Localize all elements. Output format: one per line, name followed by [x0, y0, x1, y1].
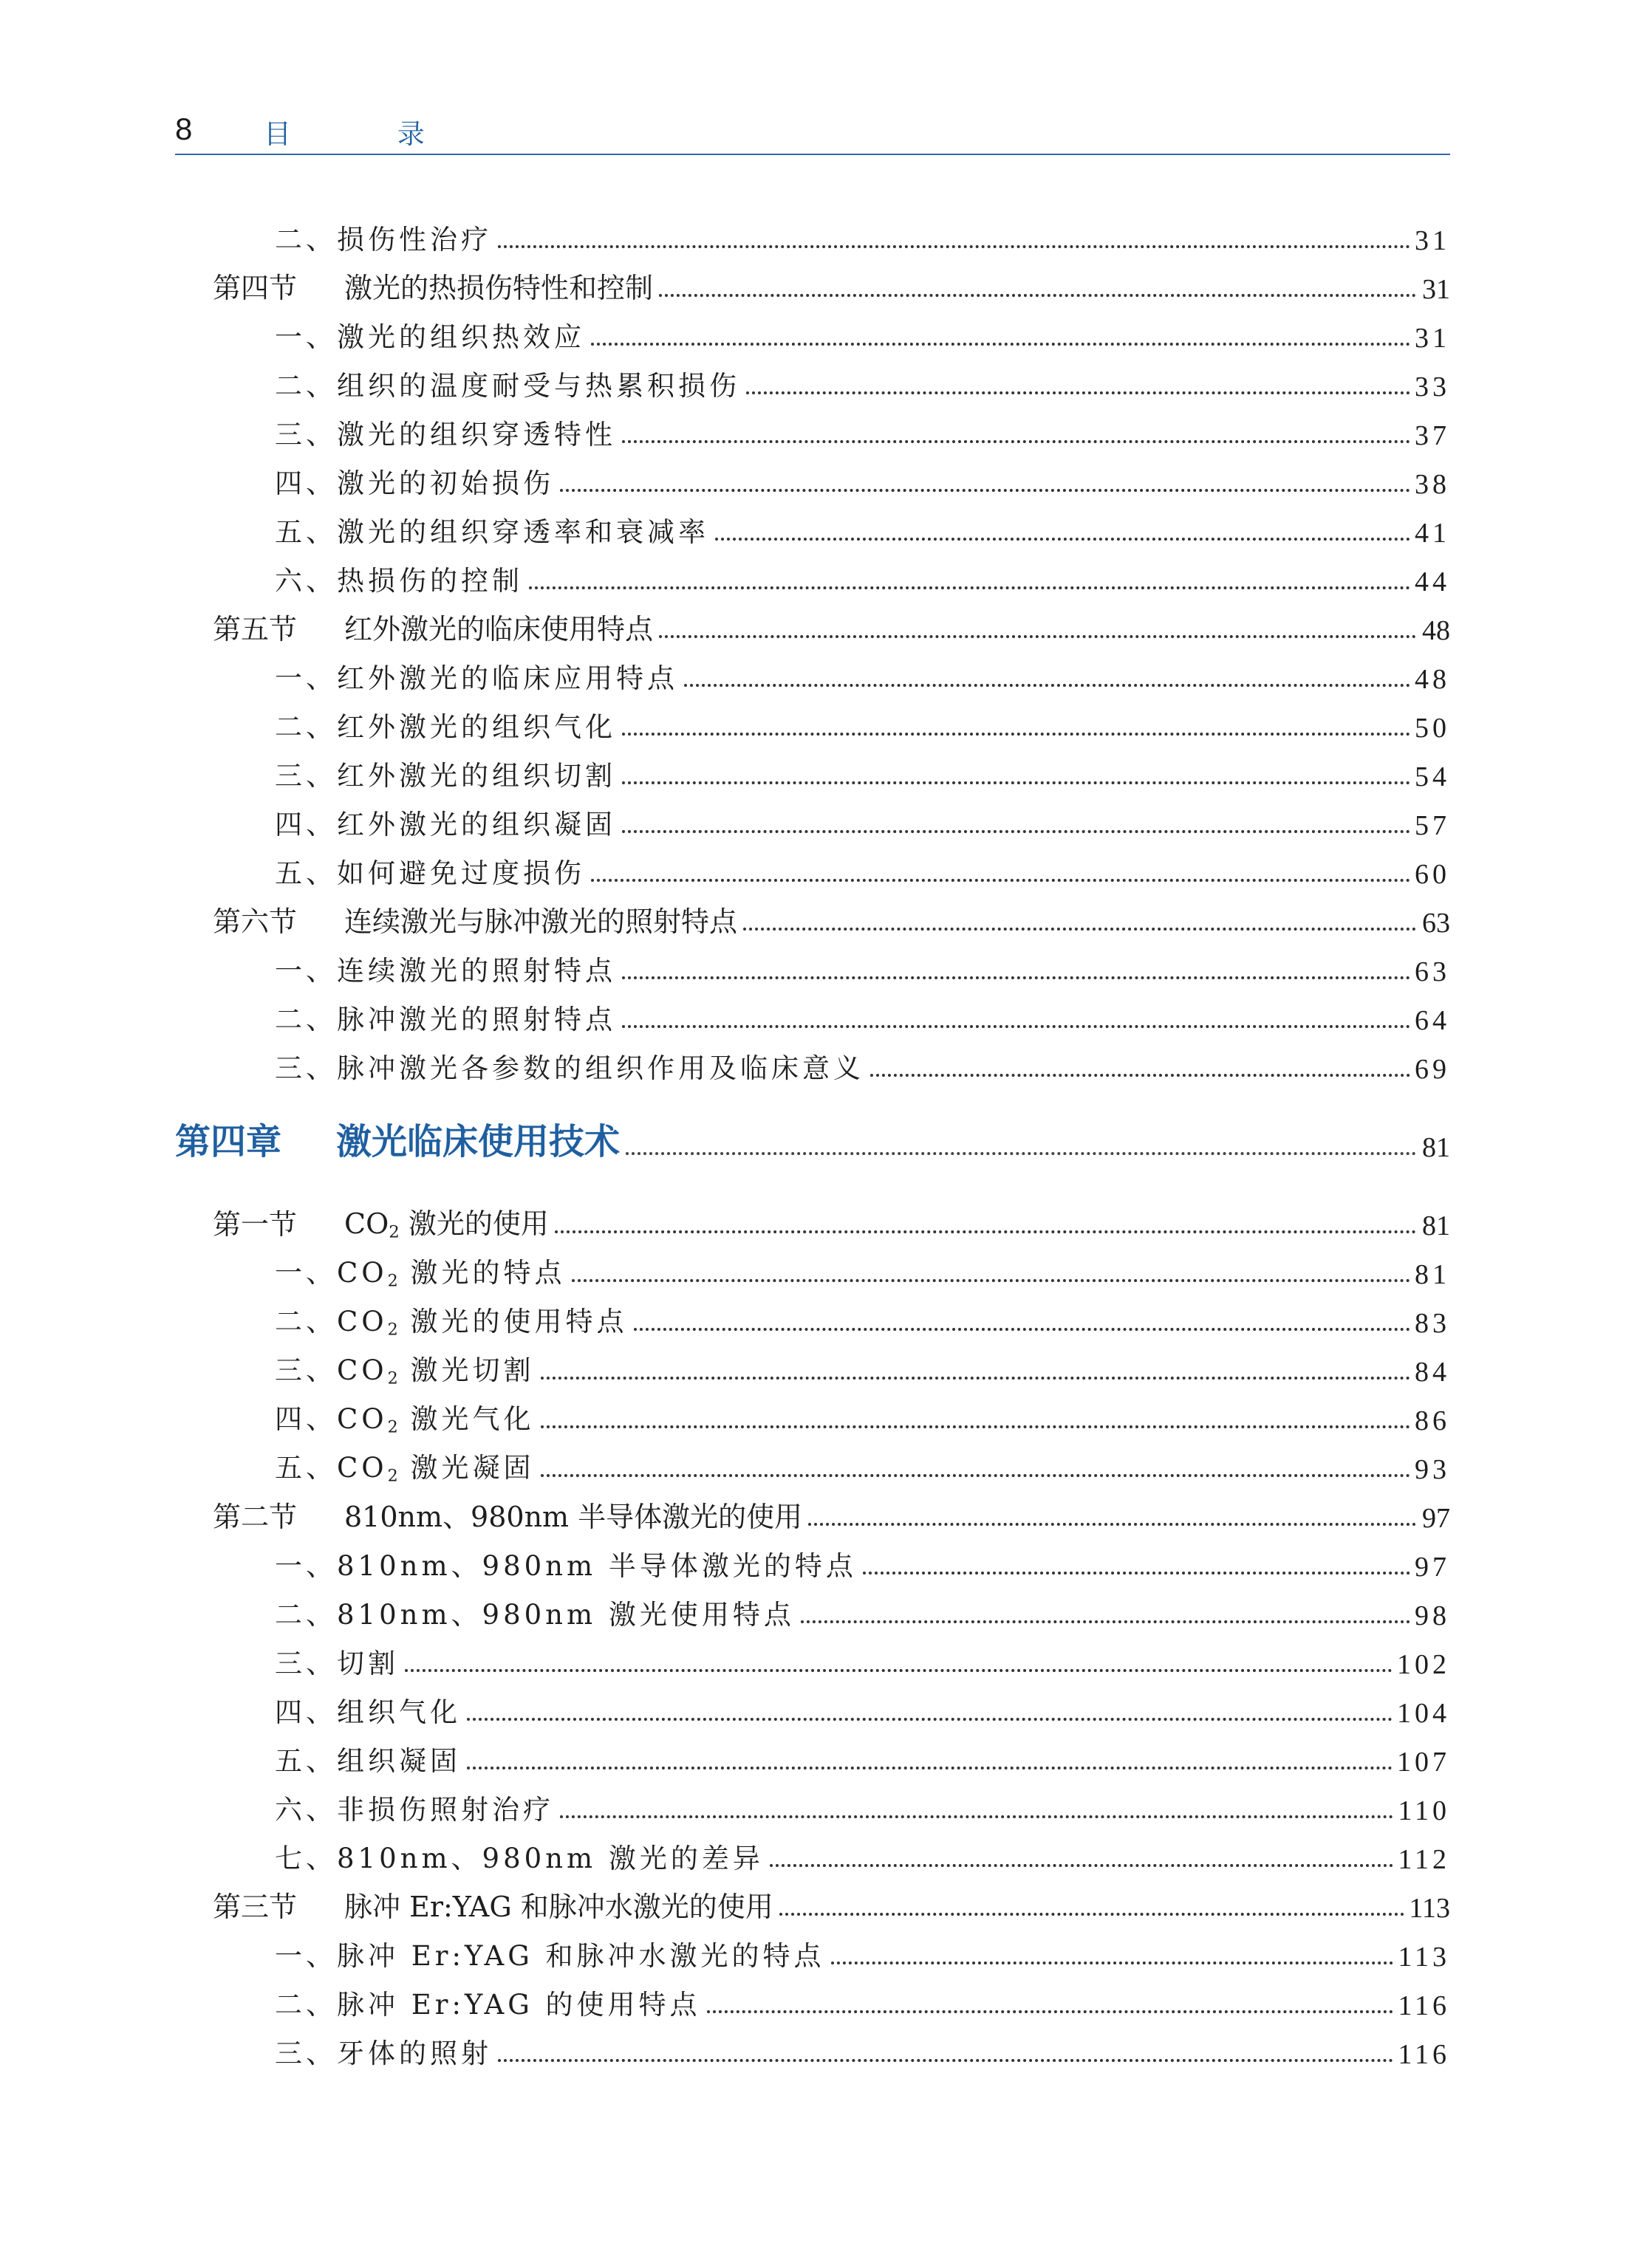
section-number: 第五节	[213, 613, 298, 645]
toc-title: 一、脉冲 Er:YAG 和脉冲水激光的特点	[275, 1940, 825, 1972]
dot-leader	[622, 733, 1410, 736]
toc-section[interactable]	[213, 603, 1450, 647]
toc-title: 三、$CO_2$ 激光切割	[275, 1354, 535, 1388]
toc-page-number: 116	[1398, 2039, 1450, 2070]
toc-item[interactable]	[275, 651, 1450, 696]
toc-title: 二、损伤性治疗	[275, 224, 492, 256]
toc-page-number: 98	[1415, 1600, 1450, 1631]
toc-title: 五、组织凝固	[275, 1745, 461, 1777]
dot-leader	[572, 1279, 1410, 1282]
toc-page-number: 97	[1422, 1503, 1450, 1534]
toc-title: 连续激光与脉冲激光的照射特点	[344, 905, 738, 938]
toc-page-number: 116	[1398, 1990, 1450, 2021]
dot-leader	[626, 1152, 1416, 1155]
toc-title: 一、红外激光的临床应用特点	[275, 662, 678, 694]
toc-title: 五、激光的组织穿透率和衰减率	[275, 516, 709, 548]
section-number: 第一节	[213, 1208, 298, 1241]
toc-item[interactable]	[275, 2027, 1450, 2071]
toc-title: $CO_2$ 激光的使用	[344, 1207, 549, 1242]
toc-page-number: 31	[1422, 274, 1450, 305]
toc-item[interactable]	[275, 1929, 1450, 1973]
toc-title: 二、810nm、980nm 激光使用特点	[275, 1599, 795, 1631]
toc-title: 脉冲 Er:YAG 和脉冲水激光的使用	[344, 1891, 773, 1923]
toc-page-number: 33	[1415, 371, 1450, 402]
toc-title: 二、脉冲 Er:YAG 的使用特点	[275, 1989, 701, 2021]
toc-title: 七、810nm、980nm 激光的差异	[275, 1843, 764, 1874]
toc-page-number: 83	[1415, 1308, 1450, 1339]
toc-title: 激光临床使用技术	[336, 1121, 621, 1162]
toc-page-number: 64	[1415, 1005, 1450, 1036]
dot-leader	[622, 830, 1410, 833]
toc-title: 四、组织气化	[275, 1696, 461, 1728]
toc-title: 三、激光的组织穿透特性	[275, 419, 616, 450]
toc-item[interactable]	[275, 1637, 1450, 1681]
dot-leader	[555, 1230, 1416, 1233]
toc-page-number: 38	[1415, 469, 1450, 500]
toc-section[interactable]	[213, 1880, 1450, 1925]
toc-page-number: 48	[1415, 664, 1450, 695]
toc-title: 二、红外激光的组织气化	[275, 711, 616, 743]
page-title: 目 录	[264, 118, 474, 150]
toc-page-number: 113	[1398, 1942, 1450, 1973]
toc-item[interactable]	[275, 1588, 1450, 1632]
toc-page-number: 63	[1422, 908, 1450, 939]
toc-page-number: 54	[1415, 761, 1450, 792]
toc-item[interactable]	[275, 1832, 1450, 1876]
toc-title: 五、$CO_2$ 激光凝固	[275, 1452, 535, 1486]
toc-chapter[interactable]	[175, 1120, 1450, 1164]
toc-page-number: 63	[1415, 956, 1450, 987]
toc-section[interactable]	[213, 261, 1450, 306]
toc-page-number: 37	[1415, 420, 1450, 451]
toc-item[interactable]	[275, 1539, 1450, 1583]
dot-leader	[591, 343, 1410, 346]
toc-title: 一、连续激光的照射特点	[275, 955, 616, 987]
section-number: 第二节	[213, 1501, 298, 1533]
section-number: 第四节	[213, 272, 298, 304]
dot-leader	[467, 1767, 1393, 1769]
toc-item[interactable]	[275, 554, 1450, 598]
toc-page-number: 97	[1415, 1552, 1450, 1583]
dot-leader	[870, 1074, 1410, 1077]
toc-page-number: 112	[1398, 1844, 1450, 1875]
toc-page-number: 50	[1415, 713, 1450, 744]
toc-section[interactable]	[213, 1490, 1450, 1535]
dot-leader	[622, 440, 1410, 443]
dot-leader	[863, 1572, 1410, 1575]
dot-leader	[498, 245, 1410, 248]
toc-item[interactable]	[275, 798, 1450, 842]
toc-title: 五、如何避免过度损伤	[275, 857, 585, 889]
toc-title: 四、红外激光的组织凝固	[275, 809, 616, 840]
toc-title: 一、810nm、980nm 半导体激光的特点	[275, 1550, 857, 1582]
dot-leader	[560, 489, 1410, 492]
toc-item[interactable]	[275, 213, 1450, 257]
toc-page-number: 84	[1415, 1357, 1450, 1388]
section-number: 第三节	[213, 1891, 298, 1923]
toc-page-number: 110	[1398, 1795, 1450, 1826]
toc-item[interactable]	[275, 456, 1450, 501]
toc-section[interactable]	[213, 895, 1450, 939]
dot-leader	[541, 1377, 1410, 1380]
dot-leader	[659, 635, 1416, 638]
dot-leader	[770, 1864, 1394, 1867]
dot-leader	[779, 1913, 1405, 1916]
toc-item[interactable]	[275, 944, 1450, 988]
toc-item[interactable]	[275, 359, 1450, 403]
chapter-number: 第四章	[175, 1121, 282, 1162]
dot-leader	[529, 586, 1410, 589]
toc-page-number: 69	[1415, 1054, 1450, 1085]
dot-leader	[467, 1718, 1393, 1721]
toc-page-number: 60	[1415, 859, 1450, 890]
toc-item[interactable]	[275, 1442, 1450, 1486]
toc-title: 四、$CO_2$ 激光气化	[275, 1403, 535, 1437]
toc-item[interactable]	[275, 846, 1450, 891]
toc-item[interactable]	[275, 749, 1450, 793]
toc-page-number: 113	[1409, 1893, 1450, 1924]
toc-title: 四、激光的初始损伤	[275, 467, 554, 499]
toc-item[interactable]	[275, 1247, 1450, 1291]
toc-page-number: 107	[1397, 1747, 1450, 1778]
dot-leader	[808, 1523, 1416, 1526]
toc-title: 一、激光的组织热效应	[275, 321, 585, 353]
toc-item[interactable]	[275, 408, 1450, 452]
toc-page-number: 86	[1415, 1405, 1450, 1436]
toc-title: 红外激光的临床使用特点	[344, 613, 654, 645]
toc-title: 激光的热损伤特性和控制	[344, 272, 654, 304]
toc-title: 三、切割	[275, 1648, 399, 1679]
toc-item[interactable]	[275, 700, 1450, 744]
toc-title: 一、$CO_2$ 激光的特点	[275, 1257, 566, 1291]
toc-item[interactable]	[275, 1041, 1450, 1086]
toc-item[interactable]	[275, 1295, 1450, 1340]
dot-leader	[622, 976, 1410, 979]
dot-leader	[622, 1025, 1410, 1028]
dot-leader	[560, 1815, 1393, 1818]
toc-page-number: 44	[1415, 566, 1450, 597]
dot-leader	[715, 538, 1410, 541]
dot-leader	[634, 1328, 1410, 1331]
toc-item[interactable]	[275, 1734, 1450, 1778]
toc-page-number: 93	[1415, 1454, 1450, 1485]
toc-title: 六、热损伤的控制	[275, 565, 523, 597]
dot-leader	[541, 1474, 1410, 1477]
dot-leader	[746, 391, 1410, 394]
toc-title: 二、组织的温度耐受与热累积损伤	[275, 370, 740, 402]
toc-page-number: 31	[1415, 323, 1450, 354]
toc-page-number: 104	[1397, 1698, 1450, 1729]
toc-title: 二、$CO_2$ 激光的使用特点	[275, 1306, 628, 1340]
toc-item[interactable]	[275, 310, 1450, 354]
toc-item[interactable]	[275, 1685, 1450, 1730]
dot-leader	[684, 684, 1410, 687]
toc-page-number: 81	[1422, 1210, 1450, 1241]
dot-leader	[541, 1425, 1410, 1428]
toc-page-number: 102	[1397, 1649, 1450, 1680]
dot-leader	[498, 2059, 1393, 2062]
toc-title: 六、非损伤照射治疗	[275, 1794, 554, 1826]
dot-leader	[707, 2010, 1394, 2013]
toc-title: 810nm、980nm 半导体激光的使用	[344, 1501, 803, 1533]
toc-item[interactable]	[275, 1783, 1450, 1827]
toc-page-number: 81	[1422, 1132, 1450, 1163]
page-number: 8	[175, 112, 193, 146]
toc-item[interactable]	[275, 1393, 1450, 1437]
toc-page-number: 48	[1422, 615, 1450, 646]
toc-title: 三、红外激光的组织切割	[275, 760, 616, 792]
toc-title: 二、脉冲激光的照射特点	[275, 1004, 616, 1035]
dot-leader	[405, 1669, 1393, 1672]
toc-item[interactable]	[275, 1344, 1450, 1388]
toc-item[interactable]	[275, 505, 1450, 549]
toc-title: 三、脉冲激光各参数的组织作用及临床意义	[275, 1052, 864, 1084]
section-number: 第六节	[213, 905, 298, 938]
dot-leader	[743, 928, 1416, 931]
dot-leader	[622, 781, 1410, 784]
toc-page-number: 41	[1415, 518, 1450, 549]
toc-page-number: 31	[1415, 225, 1450, 256]
dot-leader	[801, 1620, 1410, 1623]
toc-page-number: 81	[1415, 1259, 1450, 1290]
dot-leader	[831, 1962, 1394, 1964]
dot-leader	[591, 879, 1410, 882]
toc-item[interactable]	[275, 1978, 1450, 2022]
toc-section[interactable]	[213, 1198, 1450, 1242]
toc-item[interactable]	[275, 993, 1450, 1037]
toc-page-number: 57	[1415, 810, 1450, 841]
dot-leader	[659, 294, 1416, 297]
toc-title: 三、牙体的照射	[275, 2038, 492, 2069]
